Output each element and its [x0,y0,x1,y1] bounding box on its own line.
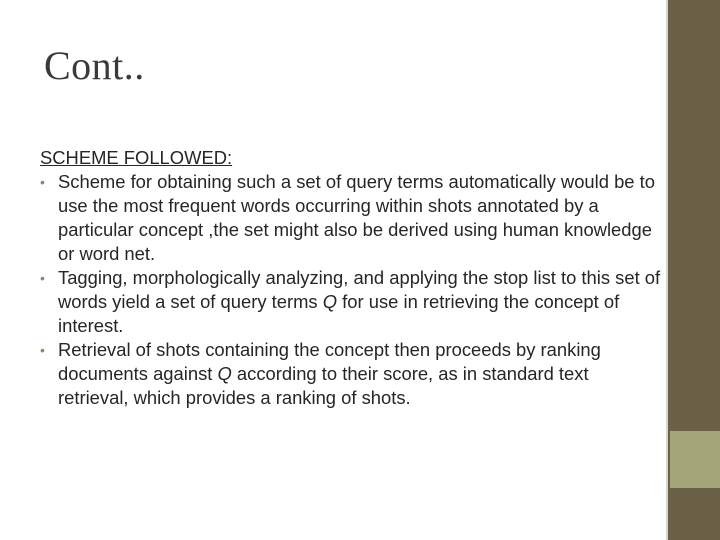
bullet-item [40,170,664,266]
bullet-text-part: Retrieval of shots containing the concept then proceeds by ranking documents against [58,339,601,384]
bullet-list [40,170,664,410]
query-variable: Q [217,363,232,384]
bullet-text-part: Tagging, morphologically analyzing, and applying the stop list to this set of words yield a set of query terms [58,267,661,312]
sidebar-accent-block [670,431,720,488]
slide-body [40,146,664,410]
bullet-text [58,267,660,336]
sidebar-decoration-top [666,0,720,431]
bullet-text [58,339,601,408]
bullet-item [40,338,664,410]
bullet-item [40,266,664,338]
bullet-icon: • [40,174,45,190]
bullet-icon: • [40,270,45,286]
query-variable: Q [322,291,338,312]
sidebar-divider-line [666,0,668,540]
bullet-text-part: according to their score, as in standard text retrieval, which provides a ranking of shots. [58,363,589,408]
bullet-text-part: for use in retrieving the concept of interest. [58,291,620,336]
slide-title: Cont.. [44,43,145,88]
section-heading: SCHEME FOLLOWED: [40,147,233,168]
bullet-text: Scheme for obtaining such a set of query terms automatically would be to use the most frequent words occurring within shots annotated by a particular concept ,the set might also be derived using human knowledge or word net. [58,171,655,264]
bullet-icon: • [40,342,45,358]
